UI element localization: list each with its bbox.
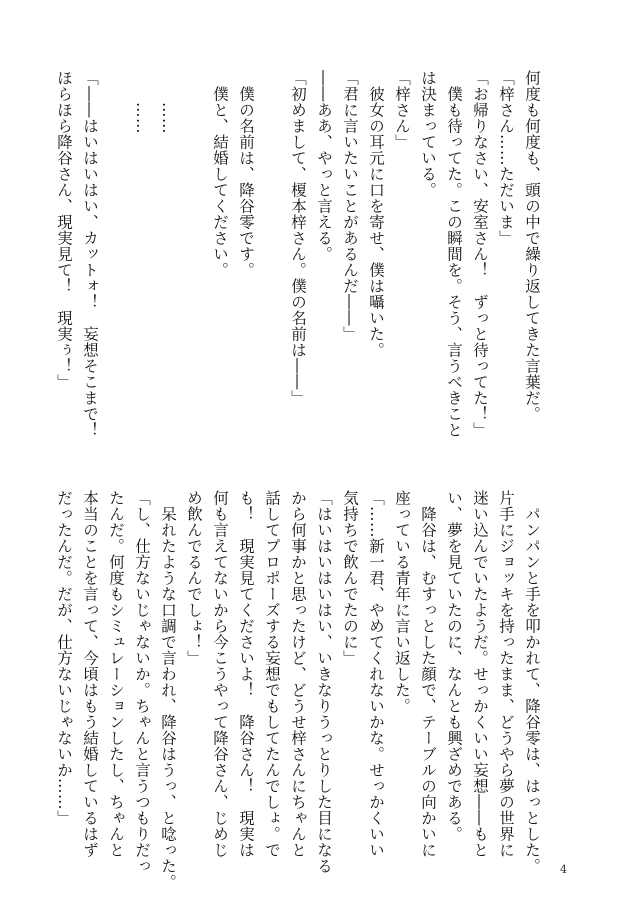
text-block-bottom xyxy=(51,490,545,890)
text-line: パンパンと手を叩かれて、降谷零は、はっとした。 xyxy=(523,490,541,874)
text-line: から何事かと思ったけど、どうせ梓さんにちゃんと xyxy=(289,490,307,858)
text-line: 何も言えてないから今こうやって降谷さん、じめじ xyxy=(211,490,229,858)
text-line: 僕も待ってた。この瞬間を。そう、言うべきこと xyxy=(445,70,463,438)
text-line: 僕の名前は、降谷零です。 xyxy=(237,70,255,278)
text-line: 迷い込んでいたようだ。せっかくいい妄想――もと xyxy=(471,490,489,858)
text-line: 「君に言いたいことがあるんだ――」 xyxy=(341,70,359,342)
text-line xyxy=(259,70,285,470)
text-line: 「――はいはいはい、カットォ！ 妄想そこまで！ xyxy=(81,70,99,438)
text-line: 何度も何度も、頭の中で繰り返してきた言葉だ。 xyxy=(523,70,541,422)
text-line xyxy=(181,70,207,470)
text-line: ほらほら降谷さん、現実見て！ 現実ぅ！」 xyxy=(55,70,73,390)
text-line: 僕と、結婚してください。 xyxy=(211,70,229,278)
text-line xyxy=(103,70,129,470)
text-line: 「初めまして、榎本梓さん。僕の名前は――」 xyxy=(289,70,307,406)
text-line: め飲んでるんでしょ！」 xyxy=(185,490,203,666)
text-line: 話してプロポーズする妄想でもしてたんでしょ。で xyxy=(263,490,281,858)
text-line: 降谷は、むすっとした顔で、テーブルの向かいに xyxy=(419,490,437,858)
text-line: ――ああ、やっと言える。 xyxy=(315,70,333,262)
text-line: 気持ちで飲んでたのに」 xyxy=(341,490,359,666)
text-line: 「梓さん」 xyxy=(393,70,411,150)
page-number: 4 xyxy=(560,863,567,876)
text-line: 「梓さん……ただいま」 xyxy=(497,70,515,246)
text-line: 「……新一君、やめてくれないかな。せっかくいい xyxy=(367,490,385,858)
text-line: だったんだ。だが、仕方ないじゃないか……」 xyxy=(55,490,73,826)
text-block-top xyxy=(51,70,545,470)
text-line: い、夢を見ていたのに、なんとも興ざめである。 xyxy=(445,490,463,842)
text-line: たんだ。何度もシミュレーションしたし、ちゃんと xyxy=(107,490,125,858)
text-line: 片手にジョッキを持ったまま、どうやら夢の世界に xyxy=(497,490,515,858)
text-line: 彼女の耳元に口を寄せ、僕は囁いた。 xyxy=(367,70,385,358)
text-line: 「お帰りなさい、安室さん！ ずっと待ってた！」 xyxy=(471,70,489,438)
text-line: 「し、仕方ないじゃないか。ちゃんと言うつもりだっ xyxy=(133,490,151,874)
text-line: 本当のことを言って、今頃はもう結婚しているはず xyxy=(81,490,99,858)
text-line: 呆れたような口調で言われ、降谷はうっ、と唸った。 xyxy=(159,490,177,890)
text-line: …… xyxy=(159,70,177,134)
text-line: 座っている青年に言い返した。 xyxy=(393,490,411,714)
text-line: …… xyxy=(133,70,151,134)
text-line: は決まっている。 xyxy=(419,70,437,198)
text-line: 「はいはいはいはい、いきなりうっとりした目になる xyxy=(315,490,333,874)
text-line: も！ 現実見てくださいよ！ 降谷さん！ 現実は xyxy=(237,490,255,858)
